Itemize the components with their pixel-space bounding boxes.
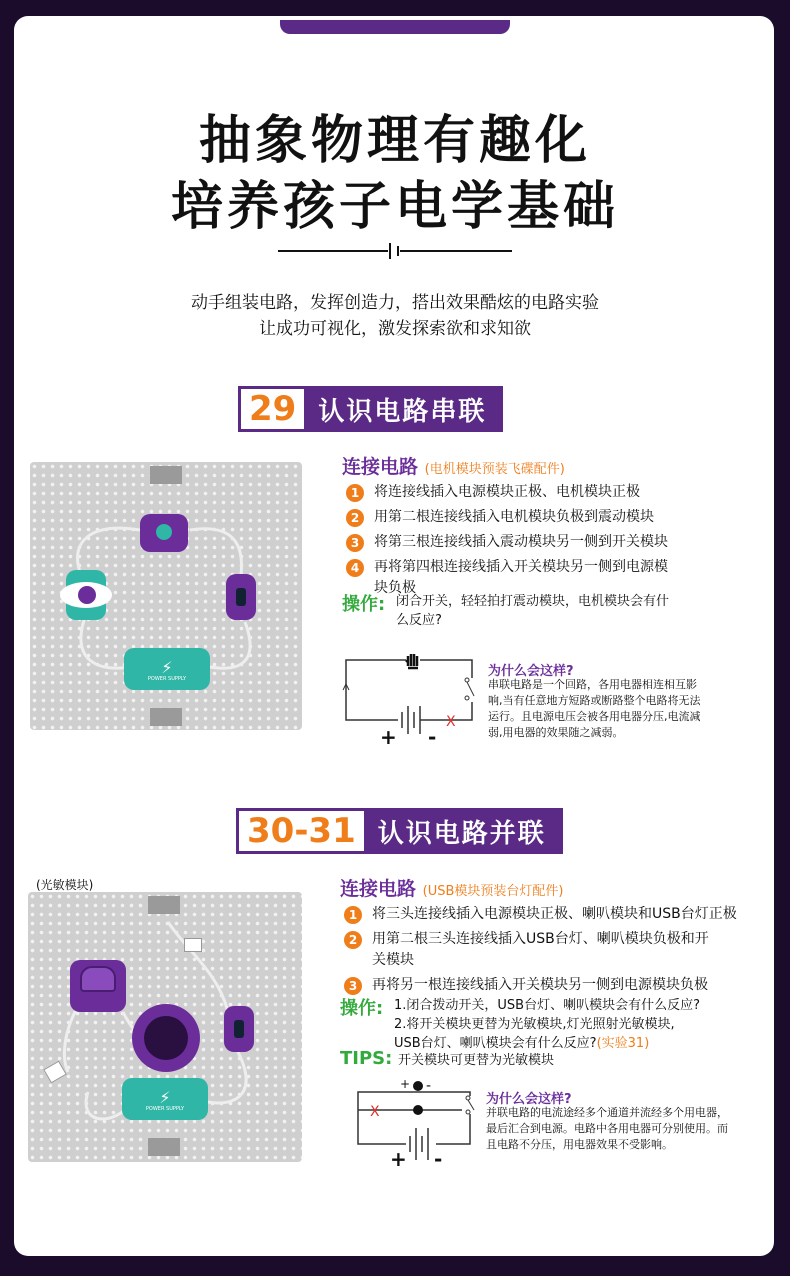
speaker-icon — [144, 1016, 188, 1060]
why-title: 为什么会这样? — [488, 664, 574, 679]
switch-toggle-icon — [234, 1020, 244, 1038]
step-text: 用第二根连接线插入电机模块负极到震动模块 — [374, 509, 654, 525]
step-item — [346, 507, 746, 528]
why-text: 并联电路的电流途经多个通道并流经多个用电器，最后汇合到电源。电路中各用电器可分别使用。而且电路不分压，用电器效果不受影响。 — [486, 1106, 728, 1151]
step-item — [346, 532, 746, 553]
step-item — [346, 482, 746, 503]
power-supply-label: POWER SUPPLY — [147, 676, 187, 682]
step-item — [344, 975, 764, 996]
connect-title: 连接电路 — [342, 456, 419, 478]
steps-parallel — [344, 904, 764, 1000]
plus-sign: + — [380, 725, 397, 748]
steps-series — [346, 482, 746, 603]
lamp-icon — [80, 966, 116, 992]
section-number: 29 — [241, 389, 304, 429]
breadboard-series — [30, 462, 302, 730]
parallel-circuit-diagram — [350, 1074, 480, 1170]
board-clip-bottom — [150, 708, 182, 726]
operation-line2: 2.将开关模块更替为光敏模块,灯光照射光敏模块, — [394, 1017, 675, 1032]
vibration-module — [140, 514, 188, 552]
break-mark: X — [370, 1104, 380, 1120]
minus-sign: - — [434, 1147, 443, 1170]
connect-note: (USB模块预装台灯配件) — [422, 884, 564, 899]
vibration-icon — [156, 524, 172, 540]
breadboard-parallel — [28, 892, 302, 1162]
operation-label: 操作: — [342, 594, 386, 615]
step-number: 1 — [346, 484, 364, 502]
connect-heading-parallel — [340, 874, 563, 901]
section-name: 认识电路串联 — [318, 396, 487, 427]
step-text: 用第二根三头连接线插入USB台灯、喇叭模块负极和开关模块 — [372, 931, 709, 968]
operation-ref: (实验31) — [596, 1036, 650, 1051]
step-number: 4 — [346, 559, 364, 577]
motor-module — [66, 570, 106, 620]
plus-sign: + — [390, 1147, 407, 1170]
section-title-series — [238, 386, 503, 432]
connect-note: (电机模块预装飞碟配件) — [424, 462, 565, 477]
board-clip-bottom — [148, 1138, 180, 1156]
board-clip-top — [148, 896, 180, 914]
subtitle-line1: 动手组装电路，发挥创造力，搭出效果酷炫的电路实验 — [191, 293, 599, 313]
step-text: 将三头连接线插入电源模块正极、喇叭模块和USB台灯正极 — [372, 906, 737, 922]
photosensitive-caption: (光敏模块) — [36, 878, 94, 892]
step-text: 将连接线插入电源模块正极、电机模块正极 — [374, 484, 640, 500]
operation-line3: USB台灯、喇叭模块会有什么反应? — [394, 1036, 597, 1051]
step-item — [344, 929, 764, 971]
connect-title: 连接电路 — [340, 878, 417, 900]
motor-center-icon — [78, 586, 96, 604]
tips-text: 开关模块可更替为光敏模块 — [398, 1053, 555, 1068]
step-text: 再将另一根连接线插入开关模块另一侧到电源模块负极 — [372, 977, 708, 993]
step-number: 3 — [344, 977, 362, 995]
connect-heading-series — [342, 452, 565, 479]
operation-line1: 1.闭合拨动开关，USB台灯、喇叭模块会有什么反应? — [394, 998, 700, 1013]
usb-lamp-module — [70, 960, 126, 1012]
power-supply-module — [122, 1078, 208, 1120]
why-text: 串联电路是一个回路，各用电器相连相互影响,当有任意地方短路或断路整个电路将无法运行。且电源电压会被各用电器分压,电流减弱,用电器的效果随之减弱。 — [488, 678, 701, 739]
step-number: 2 — [344, 931, 362, 949]
board-clip-top — [150, 466, 182, 484]
step-number: 2 — [346, 509, 364, 527]
switch-module — [224, 1006, 254, 1052]
capacitor-divider-icon — [278, 242, 512, 260]
step-number: 3 — [346, 534, 364, 552]
tips-label: TIPS: — [340, 1048, 393, 1069]
power-supply-label: POWER SUPPLY — [145, 1106, 185, 1112]
operation-text — [394, 996, 734, 1053]
operation-text: 闭合开关，轻轻拍打震动模块，电机模块会有什么反应? — [396, 594, 670, 628]
step-item — [344, 904, 764, 925]
section-name: 认识电路并联 — [377, 818, 546, 849]
subtitle-line2: 让成功可视化，激发探索欲和求知欲 — [259, 319, 531, 339]
wire-connector — [184, 938, 202, 952]
section-title-parallel — [236, 808, 563, 854]
step-text: 再将第四根连接线插入开关模块另一侧到电源模块负极 — [374, 559, 668, 596]
series-circuit-diagram — [340, 648, 480, 748]
lightning-icon: ⚡ — [161, 658, 173, 677]
section-number: 30-31 — [239, 811, 364, 851]
minus-sign: - — [426, 1078, 432, 1094]
break-mark: X — [446, 714, 456, 730]
step-text: 将第三根连接线插入震动模块另一侧到开关模块 — [374, 534, 668, 550]
switch-module — [226, 574, 256, 620]
switch-toggle-icon — [236, 588, 246, 606]
headline-line2: 培养孩子电学基础 — [170, 177, 619, 237]
speaker-module — [132, 1004, 200, 1072]
power-supply-module — [124, 648, 210, 690]
plus-sign: + — [400, 1077, 411, 1091]
minus-sign: - — [428, 725, 437, 748]
lightning-icon: ⚡ — [159, 1088, 171, 1107]
wire-connector — [43, 1061, 67, 1084]
headline-line1: 抽象物理有趣化 — [198, 111, 591, 171]
operation-label: 操作: — [340, 998, 384, 1019]
top-notch — [280, 20, 510, 34]
step-number: 1 — [344, 906, 362, 924]
why-title: 为什么会这样? — [486, 1092, 572, 1107]
